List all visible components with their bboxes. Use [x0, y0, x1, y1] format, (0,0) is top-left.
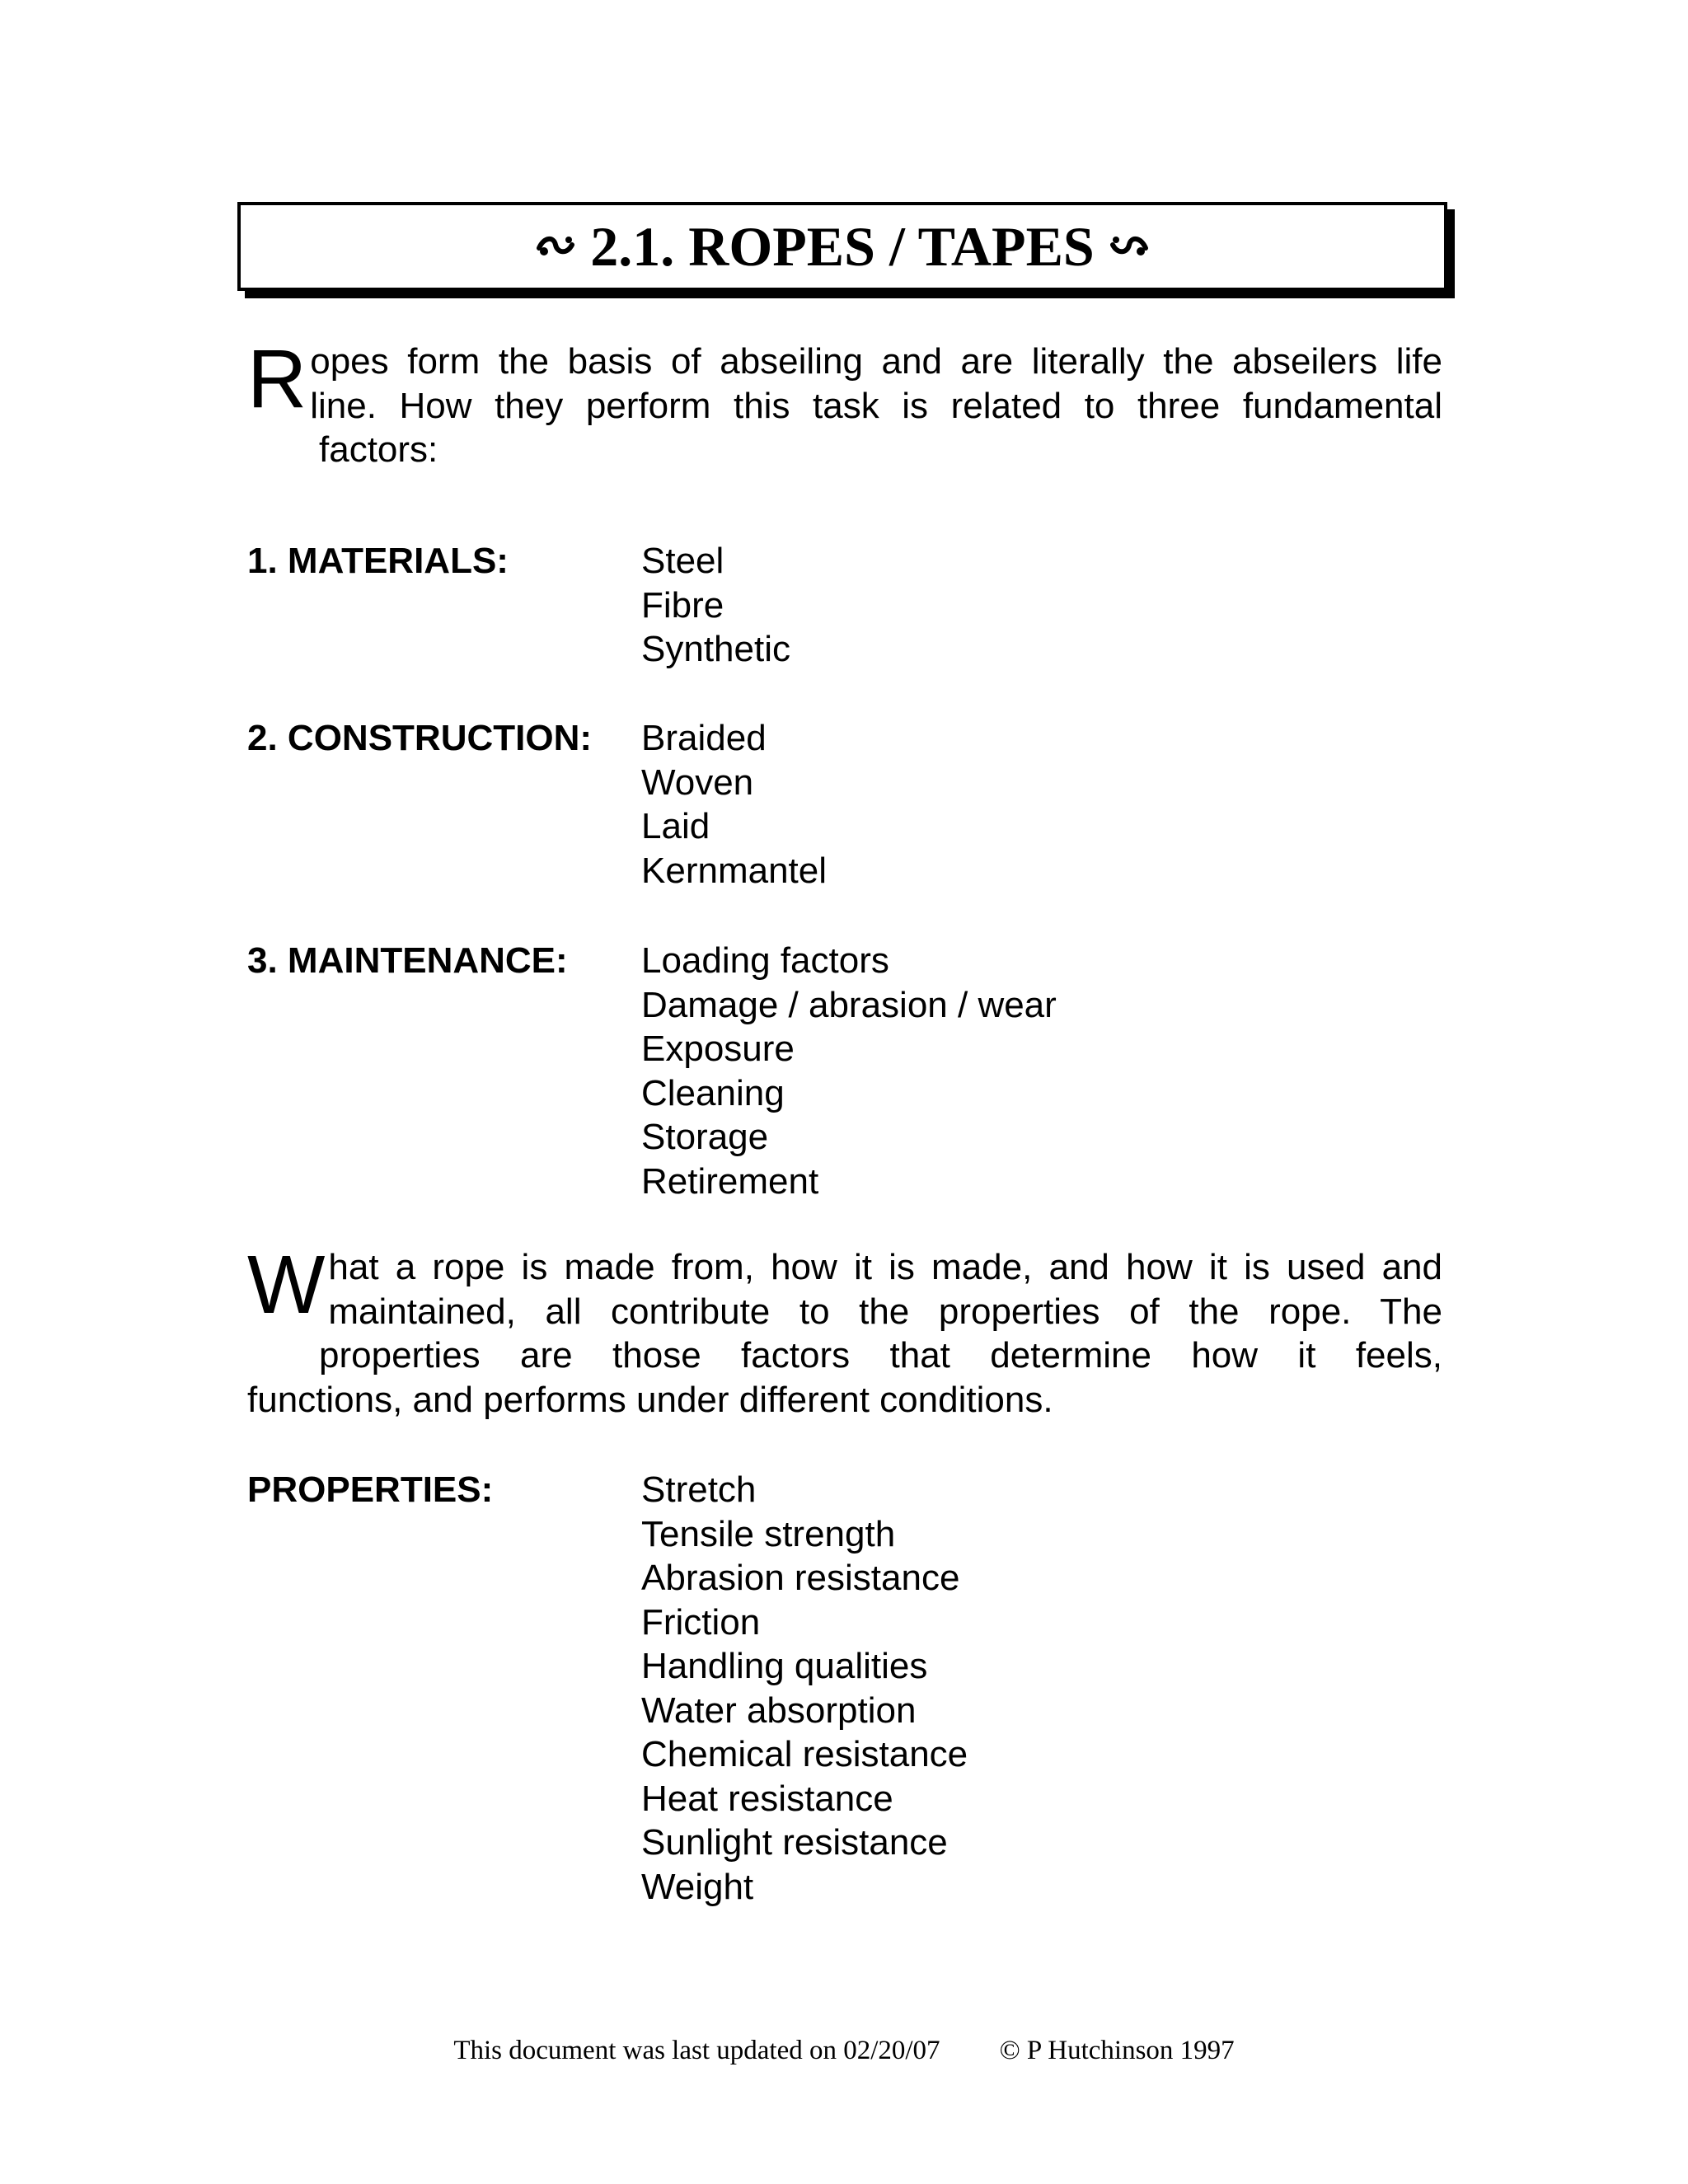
list-item: Damage / abrasion / wear — [641, 984, 1057, 1025]
list-item: Storage — [641, 1117, 769, 1157]
section-label: 3. MAINTENANCE: — [247, 940, 568, 981]
middle-dropcap: W — [247, 1239, 326, 1331]
middle-line: maintained, all contribute to the properties of the rope. The — [328, 1291, 1442, 1332]
footer-copyright: © P Hutchinson 1997 — [999, 2036, 1235, 2065]
list-item: Kernmantel — [641, 850, 828, 891]
list-item: Woven — [641, 762, 754, 803]
materials-list — [641, 539, 790, 672]
list-item: Tensile strength — [641, 1513, 896, 1554]
list-item: Fibre — [641, 584, 724, 626]
list-item: Water absorption — [641, 1690, 917, 1731]
section-label: 1. MATERIALS: — [247, 541, 509, 581]
intro-line: factors: — [319, 429, 438, 470]
right-ornament-icon — [1109, 230, 1149, 263]
middle-paragraph — [247, 1239, 1442, 1422]
construction-list — [641, 716, 827, 893]
list-item: Heat resistance — [641, 1778, 893, 1819]
list-item: Abrasion resistance — [641, 1558, 960, 1598]
list-item: Retirement — [641, 1160, 819, 1202]
intro-line: line. How they perform this task is related to three fundamental — [310, 385, 1442, 426]
list-item: Synthetic — [641, 629, 790, 669]
page-title-text: 2.1. ROPES / TAPES — [590, 214, 1095, 278]
left-ornament-icon — [536, 230, 575, 263]
intro-line: opes form the basis of abseiling and are literally the abseilers life — [310, 341, 1442, 382]
footer — [0, 2036, 1688, 2066]
footer-updated: This document was last updated on 02/20/07 — [453, 2036, 940, 2065]
list-item: Laid — [641, 806, 710, 846]
list-item: Weight — [641, 1866, 754, 1907]
list-item: Steel — [641, 541, 724, 581]
list-item: Friction — [641, 1601, 761, 1643]
list-item: Sunlight resistance — [641, 1822, 948, 1863]
list-item: Exposure — [641, 1029, 795, 1069]
section-label: 2. CONSTRUCTION: — [247, 718, 592, 758]
middle-line: functions, and performs under different conditions. — [247, 1379, 1053, 1420]
list-item: Cleaning — [641, 1072, 785, 1113]
intro-dropcap: R — [247, 333, 307, 425]
title-box — [237, 202, 1447, 291]
intro-paragraph — [247, 333, 1442, 472]
list-item: Chemical resistance — [641, 1734, 968, 1774]
middle-line: hat a rope is made from, how it is made, and how it is used and — [328, 1247, 1442, 1287]
list-item: Stretch — [641, 1469, 757, 1510]
page-title — [536, 214, 1149, 279]
list-item: Handling qualities — [641, 1646, 928, 1686]
properties-list — [641, 1468, 968, 1909]
maintenance-list — [641, 939, 1057, 1203]
list-item: Braided — [641, 718, 767, 758]
section-label: PROPERTIES: — [247, 1469, 494, 1510]
list-item: Loading factors — [641, 940, 889, 981]
middle-line: properties are those factors that determine how it feels, — [319, 1335, 1442, 1376]
